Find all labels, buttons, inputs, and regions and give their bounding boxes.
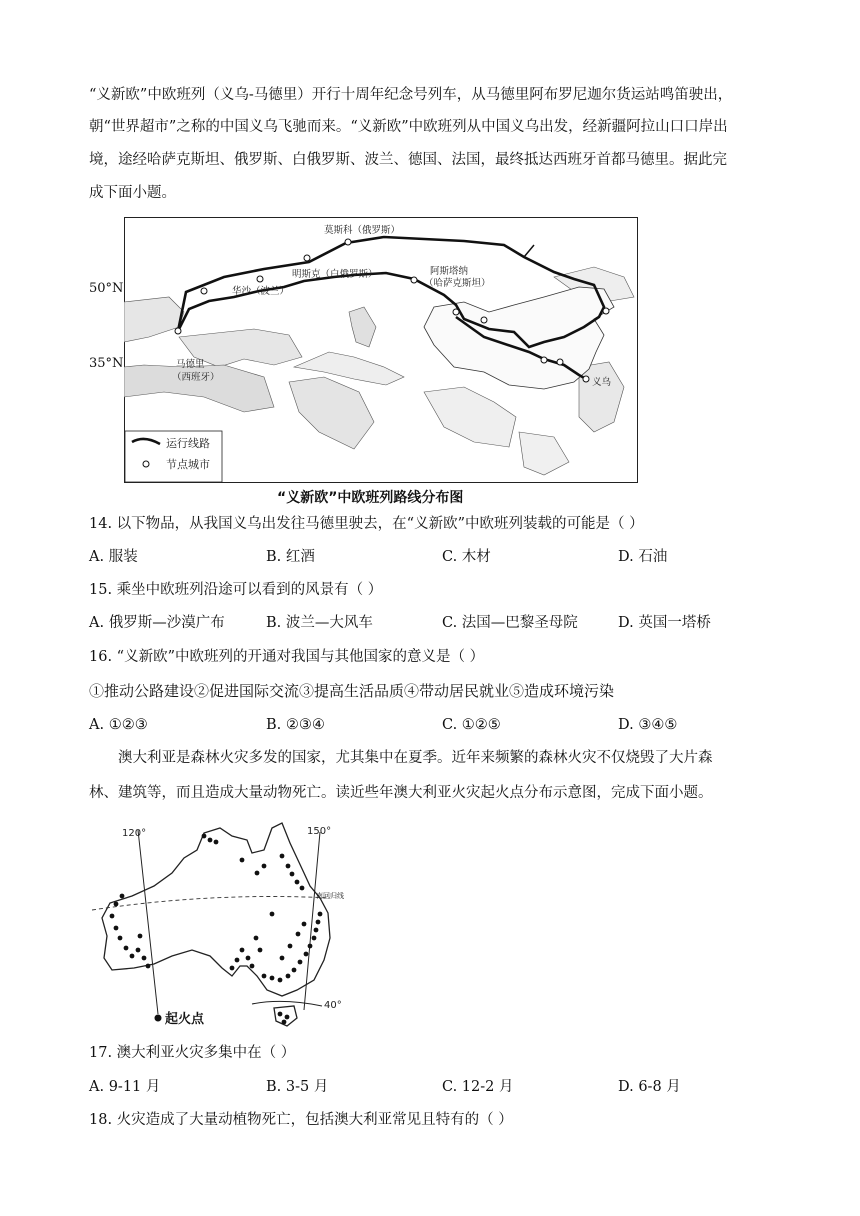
q15-option-d[interactable]: D. 英国一塔桥: [618, 615, 711, 631]
intro1-line4: 成下面小题。: [89, 185, 176, 201]
q14-option-c[interactable]: C. 木材: [442, 549, 491, 565]
intro1-line3: 境，途经哈萨克斯坦、俄罗斯、白俄罗斯、波兰、德国、法国，最终抵达西班牙首都马德里。据此完: [89, 152, 727, 168]
q16-choices: ①推动公路建设②促进国际交流③提高生活品质④带动居民就业⑤造成环境污染: [89, 682, 615, 700]
q15-option-c[interactable]: C. 法国—巴黎圣母院: [442, 615, 578, 631]
lon150-label: 150°: [307, 826, 332, 837]
q14-option-a[interactable]: A. 服装: [89, 549, 138, 565]
lon120-label: 120°: [122, 828, 147, 839]
intro2-line2: 林、建筑等，而且造成大量动物死亡。读近些年澳大利亚火灾起火点分布示意图，完成下面小题。: [89, 785, 713, 801]
q15-option-a[interactable]: A. 俄罗斯—沙漠广布: [89, 615, 225, 631]
legend-city-label: 节点城市: [166, 458, 210, 471]
intro1-line2: 朝“世界超市”之称的中国义乌飞驰而来。“义新欧”中欧班列从中国义乌出发，经新疆阿拉山口口岸出: [89, 119, 728, 135]
legend-city-icon: [143, 461, 149, 467]
legend-route-label: 运行线路: [166, 437, 210, 450]
fire-point-legend-label: 起火点: [165, 1012, 205, 1027]
tropic-label: 南回归线: [316, 892, 344, 900]
label-warsaw: 华沙（波兰）: [232, 286, 290, 297]
q17-option-b[interactable]: B. 3-5 月: [266, 1079, 329, 1095]
q17-stem: 17. 澳大利亚火灾多集中在（ ）: [89, 1045, 296, 1061]
q18-stem: 18. 火灾造成了大量动植物死亡，包括澳大利亚常见且特有的（ ）: [89, 1112, 513, 1128]
railway-route-map: [124, 217, 638, 483]
lat50-label: 50°N: [89, 281, 124, 296]
label-minsk: 明斯克（白俄罗斯）: [292, 269, 378, 280]
q14-option-b[interactable]: B. 红酒: [266, 549, 315, 565]
q17-option-c[interactable]: C. 12-2 月: [442, 1079, 514, 1095]
map1-caption: “义新欧”中欧班列路线分布图: [277, 490, 464, 506]
q14-option-d[interactable]: D. 石油: [618, 549, 668, 565]
label-madrid-1: 马德里: [176, 359, 205, 370]
intro1-line1: “义新欧”中欧班列（义乌-马德里）开行十周年纪念号列车，从马德里阿布罗尼迦尔货运站鸣笛驶出，: [89, 87, 733, 103]
label-moscow: 莫斯科（俄罗斯）: [324, 225, 401, 236]
australia-fire-map: [92, 818, 362, 1030]
q15-stem: 15. 乘坐中欧班列沿途可以看到的风景有（ ）: [89, 582, 383, 598]
label-astana-2: （哈萨克斯坦）: [424, 278, 491, 289]
q16-option-c[interactable]: C. ①②⑤: [442, 717, 501, 733]
q16-option-b[interactable]: B. ②③④: [266, 717, 325, 733]
lat40-label: 40°: [324, 1000, 342, 1011]
q16-option-a[interactable]: A. ①②③: [89, 717, 148, 733]
intro2-line1: 澳大利亚是森林火灾多发的国家，尤其集中在夏季。近年来频繁的森林火灾不仅烧毁了大片森: [118, 750, 713, 766]
lat35-label: 35°N: [89, 356, 124, 371]
label-yiwu: 义乌: [592, 377, 612, 388]
q17-option-d[interactable]: D. 6-8 月: [618, 1079, 681, 1095]
label-madrid-2: （西班牙）: [172, 372, 220, 383]
q14-stem: 14. 以下物品，从我国义乌出发往马德里驶去，在“义新欧”中欧班列装载的可能是（ ）: [89, 516, 644, 532]
q16-stem: 16. “义新欧”中欧班列的开通对我国与其他国家的意义是（ ）: [89, 649, 485, 665]
q17-option-a[interactable]: A. 9-11 月: [89, 1079, 161, 1095]
q16-option-d[interactable]: D. ③④⑤: [618, 717, 678, 733]
label-astana-1: 阿斯塔纳: [430, 266, 469, 277]
q15-option-b[interactable]: B. 波兰—大风车: [266, 615, 373, 631]
fire-point-legend-icon: [155, 1015, 162, 1022]
